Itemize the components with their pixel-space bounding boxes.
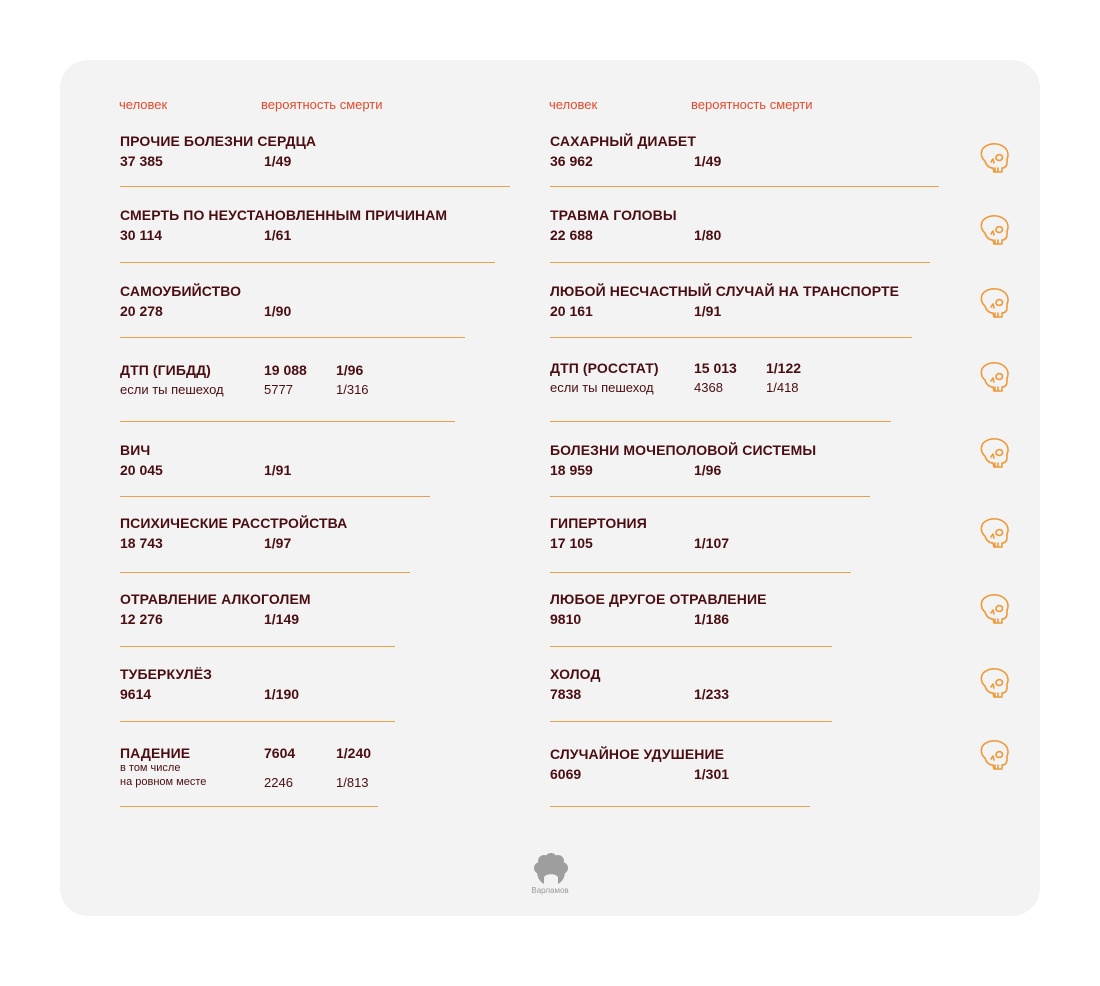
skull-icon (977, 436, 1011, 470)
cause-name: САМОУБИЙСТВО (120, 283, 242, 299)
divider (550, 721, 832, 722)
divider (120, 262, 495, 263)
cause-probability: 1/80 (694, 227, 722, 243)
divider (550, 806, 810, 807)
cause-probability: 1/186 (694, 611, 730, 627)
cause-name: ТУБЕРКУЛЁЗ (120, 666, 213, 682)
cause-count: 20 278 (120, 303, 163, 319)
divider (120, 421, 455, 422)
divider (550, 337, 912, 338)
sub-cause-count: 4368 (694, 380, 723, 395)
cause-name: ЛЮБОЕ ДРУГОЕ ОТРАВЛЕНИЕ (550, 591, 767, 607)
cause-probability: 1/107 (694, 535, 730, 551)
cause-name: ДТП (ГИБДД) (120, 362, 211, 378)
cause-name: СЛУЧАЙНОЕ УДУШЕНИЕ (550, 746, 725, 762)
header-left-people: человек (119, 97, 168, 112)
skull-icon (977, 516, 1011, 550)
sub-cause-label: в том числе (120, 762, 181, 774)
divider (120, 337, 465, 338)
sub-cause-count: 5777 (264, 382, 293, 397)
divider (120, 186, 510, 187)
skull-icon (977, 360, 1011, 394)
cause-name: ХОЛОД (550, 666, 601, 682)
cause-probability: 1/49 (694, 153, 722, 169)
cause-name: ДТП (РОССТАТ) (550, 360, 659, 376)
skull-icon (977, 213, 1011, 247)
cause-count: 12 276 (120, 611, 163, 627)
divider (120, 496, 430, 497)
sub-cause-label: если ты пешеход (120, 382, 224, 397)
cause-name: САХАРНЫЙ ДИАБЕТ (550, 133, 697, 149)
cause-name: ПАДЕНИЕ (120, 745, 191, 761)
header-left-probability: вероятность смерти (261, 97, 383, 112)
cause-name: ВИЧ (120, 442, 151, 458)
divider (120, 646, 395, 647)
cause-count: 20 045 (120, 462, 163, 478)
cause-count: 19 088 (264, 362, 307, 378)
divider (120, 806, 378, 807)
cause-name: ОТРАВЛЕНИЕ АЛКОГОЛЕМ (120, 591, 311, 607)
header-right-people: человек (549, 97, 598, 112)
skull-icon (977, 666, 1011, 700)
skull-icon (977, 738, 1011, 772)
cause-probability: 1/91 (264, 462, 292, 478)
skull-icon (977, 286, 1011, 320)
sub-cause-label: если ты пешеход (550, 380, 654, 395)
cause-probability: 1/90 (264, 303, 292, 319)
divider (550, 572, 851, 573)
cause-probability: 1/233 (694, 686, 730, 702)
cause-count: 7604 (264, 745, 296, 761)
sub-cause-probability: 1/418 (766, 380, 799, 395)
cause-count: 18 743 (120, 535, 163, 551)
cause-probability: 1/96 (336, 362, 364, 378)
divider (550, 646, 832, 647)
cause-count: 37 385 (120, 153, 163, 169)
cause-count: 15 013 (694, 360, 737, 376)
infographic-card (60, 60, 1040, 916)
divider (550, 186, 939, 187)
cause-count: 36 962 (550, 153, 593, 169)
cause-name: ТРАВМА ГОЛОВЫ (550, 207, 677, 223)
sub-cause-count: 2246 (264, 775, 293, 790)
cause-count: 7838 (550, 686, 582, 702)
sub-cause-probability: 1/316 (336, 382, 369, 397)
cause-name: БОЛЕЗНИ МОЧЕПОЛОВОЙ СИСТЕМЫ (550, 442, 817, 458)
cause-probability: 1/61 (264, 227, 292, 243)
cause-probability: 1/149 (264, 611, 300, 627)
cause-count: 18 959 (550, 462, 593, 478)
cause-probability: 1/97 (264, 535, 292, 551)
cause-count: 22 688 (550, 227, 593, 243)
cause-name: ПРОЧИЕ БОЛЕЗНИ СЕРДЦА (120, 133, 317, 149)
cause-count: 6069 (550, 766, 582, 782)
divider (550, 421, 891, 422)
cause-count: 17 105 (550, 535, 593, 551)
skull-icon (977, 141, 1011, 175)
divider (120, 572, 410, 573)
cause-name: ЛЮБОЙ НЕСЧАСТНЫЙ СЛУЧАЙ НА ТРАНСПОРТЕ (550, 283, 900, 299)
cause-count: 9810 (550, 611, 582, 627)
divider (550, 262, 930, 263)
logo-text: Варламов (531, 886, 569, 895)
divider (120, 721, 395, 722)
cause-count: 9614 (120, 686, 152, 702)
cause-probability: 1/96 (694, 462, 722, 478)
header-right-probability: вероятность смерти (691, 97, 813, 112)
cause-probability: 1/91 (694, 303, 722, 319)
divider (550, 496, 870, 497)
cause-count: 30 114 (120, 227, 163, 243)
cause-name: СМЕРТЬ ПО НЕУСТАНОВЛЕННЫМ ПРИЧИНАМ (120, 207, 448, 223)
cause-name: ГИПЕРТОНИЯ (550, 515, 647, 531)
cause-count: 20 161 (550, 303, 593, 319)
cause-probability: 1/301 (694, 766, 730, 782)
cause-probability: 1/49 (264, 153, 292, 169)
cause-probability: 1/122 (766, 360, 802, 376)
skull-icon (977, 592, 1011, 626)
cause-probability: 1/190 (264, 686, 300, 702)
sub-cause-probability: 1/813 (336, 775, 369, 790)
cause-probability: 1/240 (336, 745, 372, 761)
cause-name: ПСИХИЧЕСКИЕ РАССТРОЙСТВА (120, 515, 348, 531)
sub-cause-label-line2: на ровном месте (120, 776, 207, 788)
